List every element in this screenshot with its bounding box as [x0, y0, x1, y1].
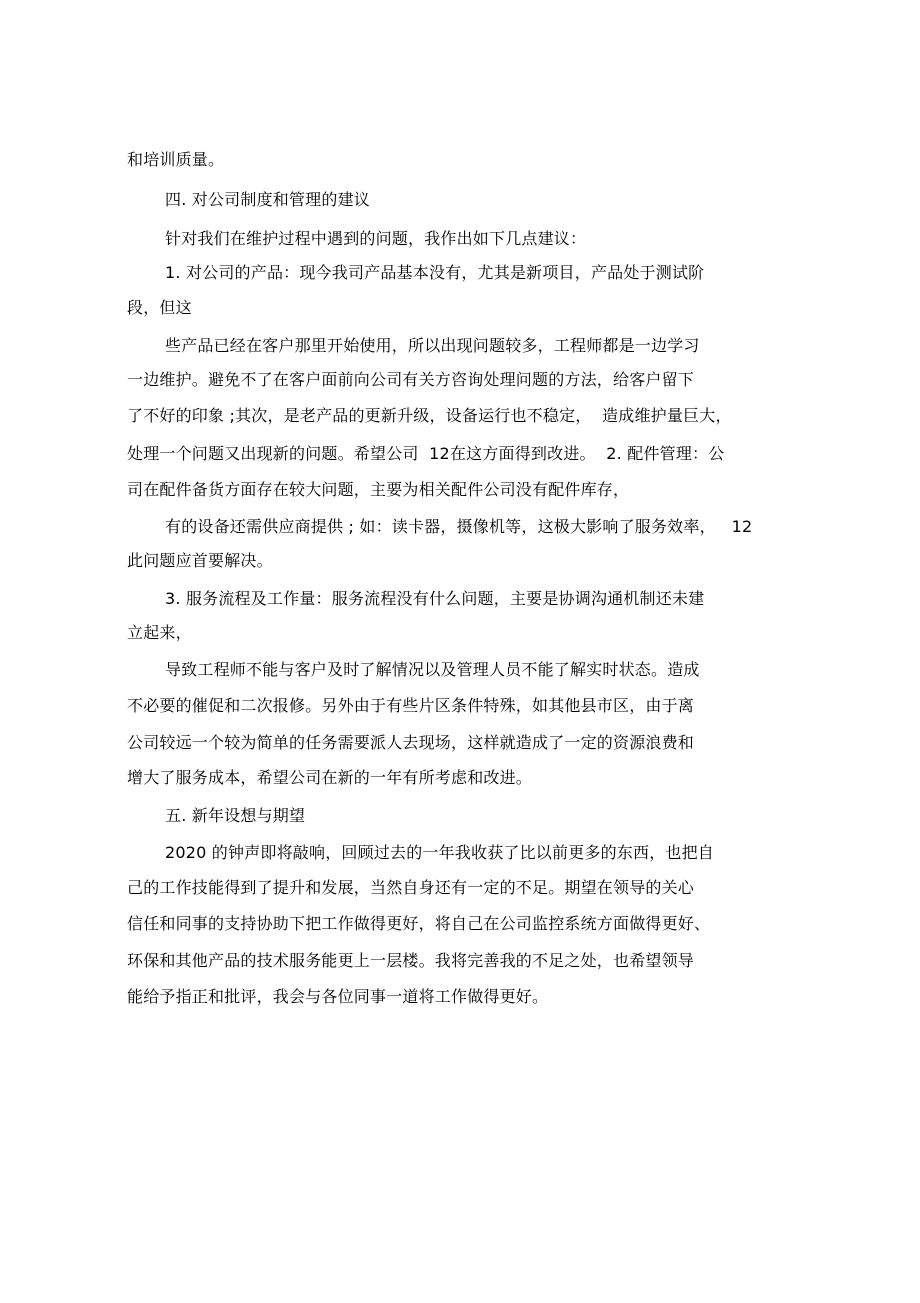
text-line-24: 能给予指正和批评，我会与各位同事一道将工作做得更好。 [127, 987, 549, 1006]
text-line-1: 和培训质量。 [127, 150, 225, 169]
text-line-17: 公司较远一个较为简单的任务需要派人去现场，这样就造成了一定的资源浪费和 [127, 733, 695, 752]
text-line-13: 3. 服务流程及工作量：服务流程没有什么问题，主要是协调沟通机制还未建 [165, 589, 705, 608]
text-line-23: 环保和其他产品的技术服务能更上一层楼。我将完善我的不足之处，也希望领导 [127, 951, 695, 970]
section-heading-5: 五. 新年设想与期望 [165, 806, 306, 825]
text-line-22: 信任和同事的支持协助下把工作做得更好，将自己在公司监控系统方面做得更好、 [127, 914, 711, 933]
text-line-16: 不必要的催促和二次报修。另外由于有些片区条件特殊，如其他县市区，由于离 [127, 696, 695, 715]
text-line-11: 有的设备还需供应商提供 ; 如：读卡器，摄像机等，这极大影响了服务效率， 12 [165, 517, 753, 536]
text-line-6: 些产品已经在客户那里开始使用，所以出现问题较多，工程师都是一边学习 [165, 336, 700, 355]
text-line-12: 此问题应首要解决。 [127, 551, 273, 570]
text-line-15: 导致工程师不能与客户及时了解情况以及管理人员不能了解实时状态。造成 [165, 660, 700, 679]
text-line-3: 针对我们在维护过程中遇到的问题，我作出如下几点建议： [165, 229, 587, 248]
text-line-9: 处理一个问题又出现新的问题。希望公司 12在这方面得到改进。 2. 配件管理：公 [127, 444, 725, 463]
text-line-8: 了不好的印象 ;其次，是老产品的更新升级，设备运行也不稳定， 造成维护量巨大， [127, 406, 732, 425]
text-line-14: 立起来， [127, 623, 192, 642]
text-line-18: 增大了服务成本，希望公司在新的一年有所考虑和改进。 [127, 768, 533, 787]
text-line-7: 一边维护。避免不了在客户面前向公司有关方咨询处理问题的方法，给客户留下 [127, 370, 695, 389]
text-line-5: 段，但这 [127, 298, 192, 317]
text-line-20: 2020 的钟声即将敲响，回顾过去的一年我收获了比以前更多的东西，也把自 [165, 843, 715, 862]
text-line-4: 1. 对公司的产品：现今我司产品基本没有，尤其是新项目，产品处于测试阶 [165, 263, 705, 282]
text-line-10: 司在配件备货方面存在较大问题，主要为相关配件公司没有配件库存， [127, 480, 630, 499]
text-line-21: 己的工作技能得到了提升和发展，当然自身还有一定的不足。期望在领导的关心 [127, 878, 695, 897]
section-heading-4: 四. 对公司制度和管理的建议 [165, 190, 370, 209]
